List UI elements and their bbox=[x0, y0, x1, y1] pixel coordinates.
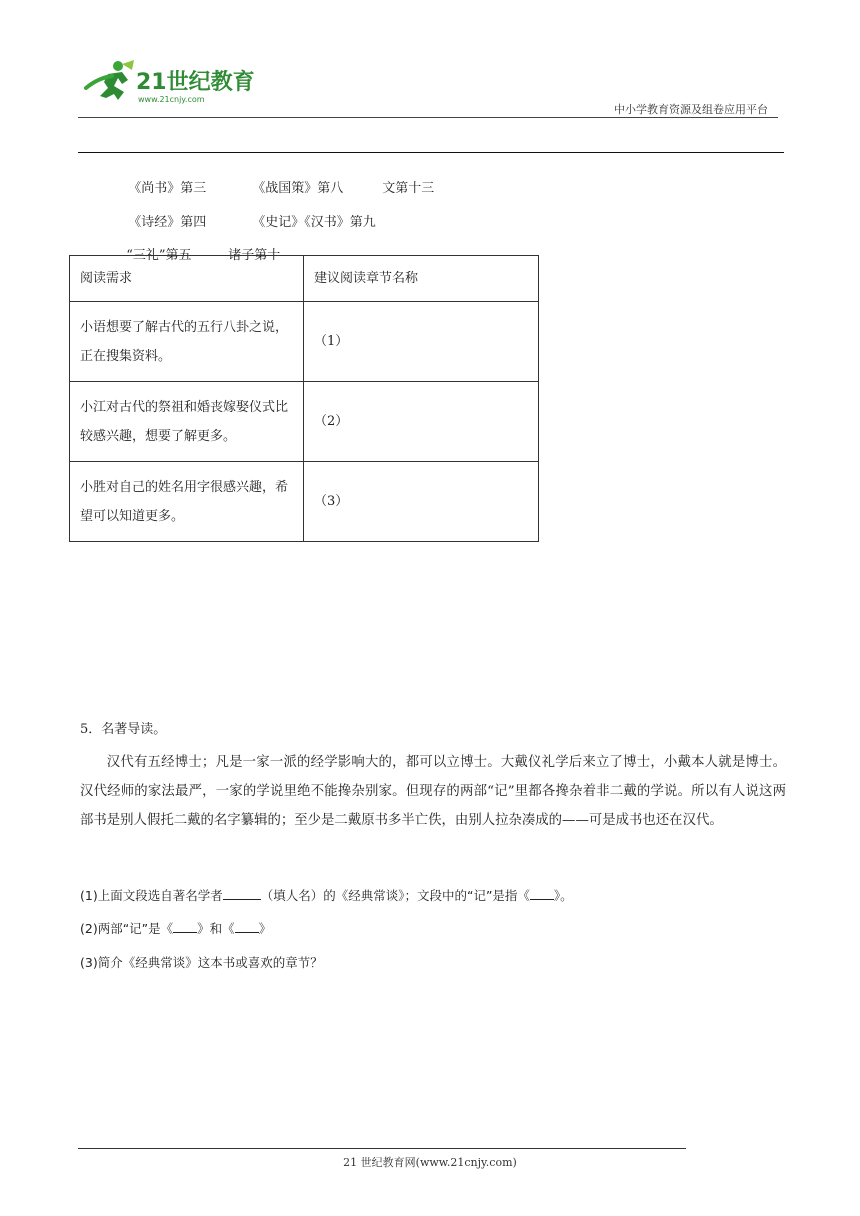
table-header-row bbox=[70, 256, 539, 302]
table-row bbox=[70, 382, 539, 462]
sub-question-text: (1)上面文段选自著名学者 bbox=[80, 888, 223, 903]
reading-need-cell: 小江对古代的祭祖和婚丧嫁娶仪式比较感兴趣，想要了解更多。 bbox=[70, 382, 304, 462]
question-title: 5．名著导读。 bbox=[80, 722, 167, 737]
catalog-row bbox=[120, 162, 434, 196]
answer-cell: （1） bbox=[304, 302, 539, 382]
sub-question-2 bbox=[80, 919, 271, 937]
table-header-cell: 阅读需求 bbox=[70, 256, 304, 302]
content-divider bbox=[78, 152, 784, 153]
runner-logo-icon bbox=[86, 60, 134, 100]
catalog-item: 诸子第十 bbox=[228, 248, 281, 263]
logo-url: www.21cnjy.com bbox=[138, 95, 205, 104]
sub-question-1 bbox=[80, 886, 573, 904]
sub-question-text: 》。 bbox=[553, 888, 573, 903]
answer-cell: （2） bbox=[304, 382, 539, 462]
logo-text: 21世纪教育 bbox=[136, 70, 255, 95]
answer-blank[interactable] bbox=[235, 919, 259, 933]
sub-question-text: (2)两部“记”是《 bbox=[80, 921, 174, 936]
catalog-item: “三礼”第五 bbox=[126, 248, 192, 263]
sub-question-3: (3)简介《经典常谈》这本书或喜欢的章节？ bbox=[80, 955, 323, 970]
reading-need-cell: 小语想要了解古代的五行八卦之说，正在搜集资料。 bbox=[70, 302, 304, 382]
catalog-item: 《战国策》第八 bbox=[252, 181, 344, 196]
answer-cell: （3） bbox=[304, 462, 539, 542]
sub-question-text: 》和《 bbox=[197, 921, 235, 936]
footer-text: 21 世纪教育网(www.21cnjy.com) bbox=[343, 1156, 517, 1169]
catalog-item: 文第十三 bbox=[382, 181, 435, 196]
catalog-item: 《尚书》第三 bbox=[128, 181, 207, 196]
header-divider bbox=[78, 117, 778, 118]
site-logo bbox=[78, 58, 268, 108]
answer-blank[interactable] bbox=[223, 886, 261, 900]
sub-question-text: 》 bbox=[258, 921, 272, 936]
reading-table bbox=[69, 255, 539, 542]
catalog-row bbox=[120, 196, 376, 230]
answer-blank[interactable] bbox=[530, 886, 554, 900]
table-header-cell: 建议阅读章节名称 bbox=[304, 256, 539, 302]
table-row bbox=[70, 302, 539, 382]
reading-need-cell: 小胜对自己的姓名用字很感兴趣，希望可以知道更多。 bbox=[70, 462, 304, 542]
catalog-item: 《诗经》第四 bbox=[128, 215, 207, 230]
reading-passage: 汉代有五经博士；凡是一家一派的经学影响大的，都可以立博士。大戴仪礼学后来立了博士，小戴本人就是博士。汉代经师的家法最严，一家的学说里绝不能搀杂别家。但现存的两部“记”里都各搀杂着非二戴的学说。所以有人说这两部书是别人假托二戴的名字纂辑的；至少是二戴原书多半亡佚，由别人拉杂凑成的——可是成书也还在汉代。 bbox=[80, 755, 786, 828]
footer-divider bbox=[78, 1148, 686, 1149]
table-row bbox=[70, 462, 539, 542]
sub-question-text: （填人名）的《经典常谈》；文段中的“记”是指《 bbox=[260, 888, 530, 903]
catalog-item: 《史记》《汉书》第九 bbox=[252, 215, 376, 230]
platform-name: 中小学教育资源及组卷应用平台 bbox=[614, 103, 768, 116]
answer-blank[interactable] bbox=[173, 919, 197, 933]
